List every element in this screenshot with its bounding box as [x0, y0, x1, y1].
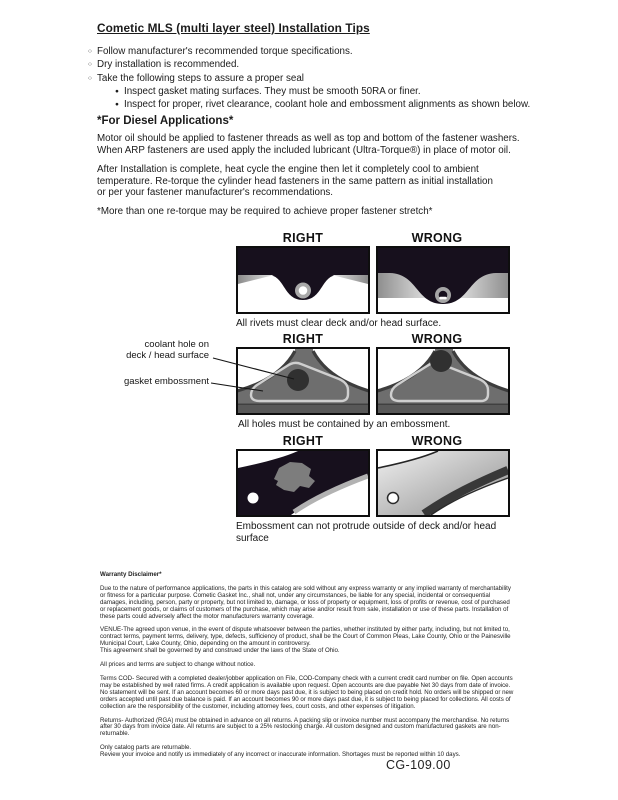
legal-paragraph: Returns- Authorized (RGA) must be obtained in advance on all returns. A packing slip or invoice number must accompany the merchandise. No returns after 30 days from invoice date. All returns are subject to a 25% restocking charge. All custom designed and custom manufactured gaskets are non-returnable. [100, 716, 510, 738]
diesel-section [97, 116, 547, 218]
embossment-callout: gasket embossment [123, 376, 209, 387]
legal-paragraph: This agreement shall be governed by and construed under the laws of the State of Ohio. [100, 647, 340, 655]
tip-text: Follow manufacturer's recommended torque specifications. [97, 46, 353, 57]
coolant-hole [430, 350, 452, 372]
emboss-right-graphic [238, 451, 368, 515]
warranty-disclaimer [100, 572, 515, 766]
diagram-labels [236, 434, 508, 448]
rivet-right-graphic [238, 248, 368, 312]
rivet-wrong-panel [376, 246, 510, 314]
diagram-caption: All rivets must clear deck and/or head surface. [236, 318, 442, 329]
legal-paragraph: VENUE-The agreed upon venue, in the event of dispute whatsoever between the parties, whether instituted by either party, including, but not limited to, contract terms, payment terms, delivery, type, defects, sufficiency of product, shall be the Court of Common Pleas, Lake County, Ohio or the Painesville Municipal Court, Lake County, Ohio, depending on the amount in controversy. [100, 626, 511, 648]
circle-bullet-icon: ○ [88, 61, 92, 69]
paragraph-line: After Installation is complete, heat cycle the engine then let it completely cool to ambient [97, 164, 479, 176]
catalog-page-number: CG-109.00 [386, 758, 451, 772]
list-item [115, 98, 538, 111]
dot-bullet-icon: ● [115, 101, 119, 109]
tip-text: Inspect for proper, rivet clearance, coolant hole and embossment alignments as shown below. [124, 99, 531, 111]
legal-paragraph: Review your invoice and notify us immediately of any incorrect or inaccurate information. Shortages must be reported within 10 days. [100, 751, 461, 759]
rivet-wrong-graphic [378, 248, 508, 312]
list-item [88, 45, 538, 58]
diagram-panels [236, 449, 510, 517]
wrong-label: WRONG [411, 231, 463, 245]
circle-bullet-icon: ○ [88, 48, 92, 55]
tip-text: Inspect gasket mating surfaces. They must be smooth 50RA or finer. [124, 85, 421, 97]
paragraph-line: Motor oil should be applied to fastener threads as well as top and bottom of the fastener washers. [97, 133, 520, 145]
paragraph-line: temperature. Re-torque the cylinder head fasteners in the same pattern as initial installation [97, 175, 493, 187]
holes-right-graphic [238, 349, 368, 413]
wrong-label: WRONG [411, 332, 463, 346]
legal-paragraph: Due to the nature of performance applications, the parts in this catalog are sold without any express warranty or any implied warranty of merchantability or fitness for a particular purpose. Cometic Gasket Inc., shall not, under any circumstances, be liable for any special, incidental or consequential damages, including, person, party or property, but not limited to, damage, or loss of property or equipment, loss of profits or revenue, cost of purchased or replacement goods, or claims of customers of the purchase, which may arise and/or result from sale, installation or use of these parts. Installation of these parts could adversely affect the motor manufacturers warranty coverage. [100, 584, 511, 620]
rivet-right-panel [236, 246, 370, 314]
legal-heading: Warranty Disclaimer* [100, 571, 162, 578]
diagram-caption: All holes must be contained by an embossment. [238, 419, 451, 430]
tip-text: Dry installation is recommended. [97, 59, 240, 71]
coolant-hole [287, 369, 309, 391]
page-title: Cometic MLS (multi layer steel) Installation Tips [97, 21, 370, 35]
circle-bullet-icon: ○ [88, 74, 92, 82]
legal-paragraph: Only catalog parts are returnable. [100, 744, 192, 752]
rivet-diagram [236, 231, 510, 330]
right-label: RIGHT [282, 434, 324, 448]
holes-right-panel [236, 347, 370, 415]
holes-wrong-graphic [378, 349, 508, 413]
wrong-label: WRONG [411, 434, 463, 448]
paragraph-line: When ARP fasteners are used apply the included lubricant (Ultra-Torque®) in place of motor oil. [97, 144, 511, 156]
list-item [88, 58, 538, 71]
emboss-right-panel [236, 449, 370, 517]
list-item [88, 72, 538, 85]
diagram-labels [236, 231, 508, 245]
right-label: RIGHT [282, 332, 324, 346]
dot-bullet-icon: ● [115, 87, 119, 95]
bolt-hole [388, 493, 399, 504]
diagram-panels [236, 347, 517, 415]
diagram-caption: Embossment can not protrude outside of deck and/or head surface [236, 521, 497, 544]
legal-paragraph: Terms COD- Secured with a completed dealer/jobber application on File, COD-Company check with a current credit card number on file. Open accounts may be established by well rated firms. A credit application is available upon request. Open accounts are due payable Net 30 days from date of invoice. No statement will be sent. If an account becomes 60 or more days past due, it is subject to being placed on credit hold. No orders will be shipped or new orders accepted until past due balance is paid. If an account becomes 90 or more days past due, it is subject to being placed for collections. All costs of collection are the responsibility of the customer, including attorney fees, court costs, and other expenses of litigation. [100, 674, 514, 710]
coolant-hole-diagram [97, 332, 517, 430]
tip-text: Take the following steps to assure a proper seal [97, 72, 304, 84]
legal-paragraph: All prices and terms are subject to change without notice. [100, 661, 256, 669]
emboss-wrong-graphic [378, 451, 508, 515]
tips-list [88, 45, 538, 111]
embossment-diagram [236, 434, 510, 545]
section-heading: *For Diesel Applications* [97, 115, 234, 127]
retorque-note: *More than one re-torque may be required to achieve proper fastener stretch* [97, 206, 433, 218]
coolant-callout-line2: deck / head surface [126, 350, 209, 361]
diagram-labels [236, 332, 508, 346]
paragraph-line: or per your fastener manufacturer's recommendations. [97, 187, 334, 199]
bolt-hole [248, 493, 259, 504]
emboss-wrong-panel [376, 449, 510, 517]
right-label: RIGHT [282, 231, 324, 245]
coolant-callout-line1: coolant hole on [144, 339, 209, 350]
list-item [115, 85, 538, 98]
holes-wrong-panel [376, 347, 510, 415]
diagram-panels [236, 246, 510, 314]
